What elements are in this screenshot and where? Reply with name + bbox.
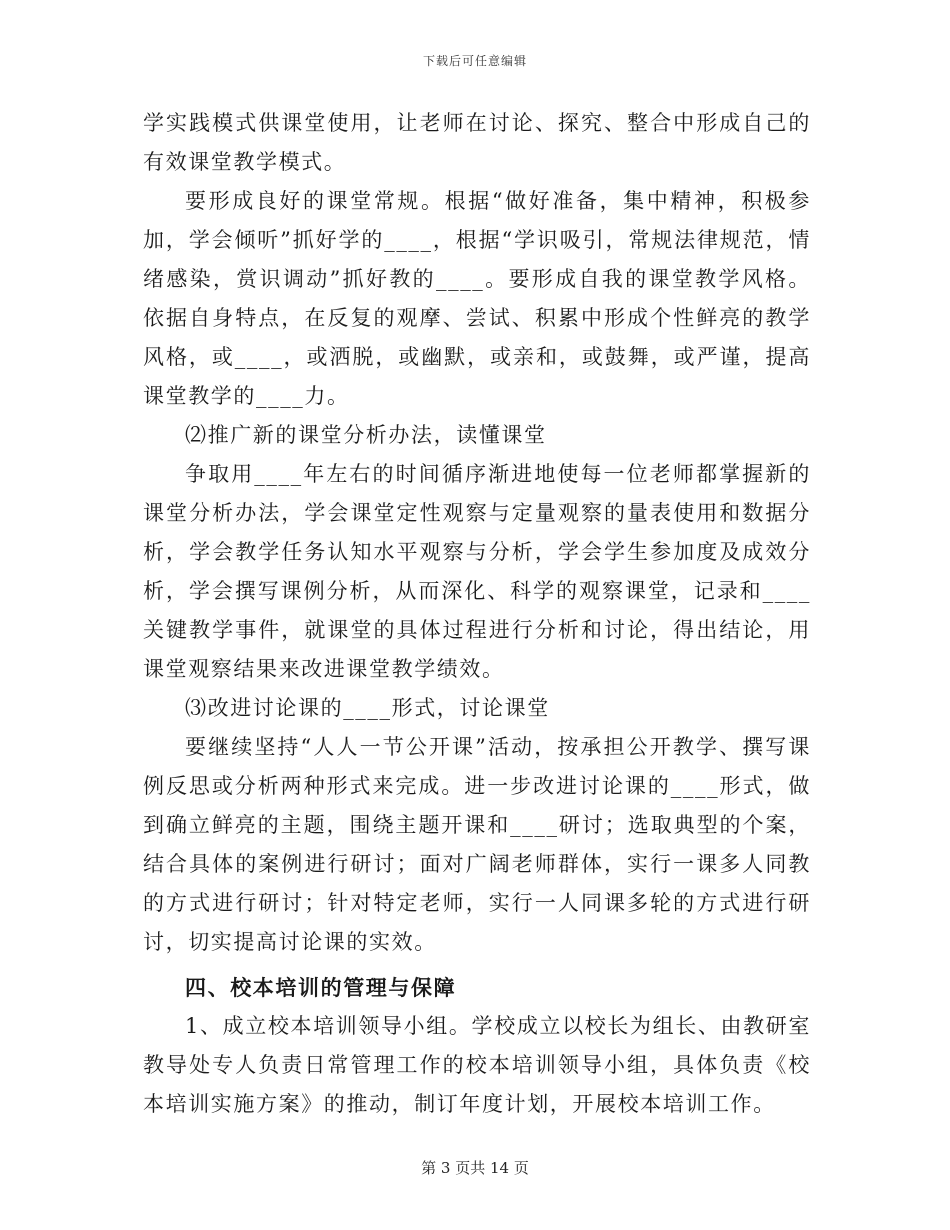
page-header: 下载后可任意编辑	[422, 54, 527, 68]
paragraph-leadership-group: 1、成立校本培训领导小组。学校成立以校长为组长、由教研室教导处专人负责日常管理工作的校本培训领导小组，具体负责《校本培训实施方案》的推动，制订年度计划，开展校本培训工作。	[143, 1014, 811, 1116]
paragraph-classroom-analysis: 争取用____年左右的时间循序渐进地使每一位老师都掌握新的课堂分析办法，学会课堂定性观察与定量观察的量表使用和数据分析，学会教学任务认知水平观察与分析，学会学生参加度及成效分析，学会撰写课例分析，从而深化、科学的观察课堂，记录和____关键教学事件，就课堂的具体过程进行分析和讨论，得出结论，用课堂观察结果来改进课堂教学绩效。	[143, 462, 811, 681]
subheading-classroom-analysis: ⑵推广新的课堂分析办法，读懂课堂	[185, 423, 547, 447]
paragraph-continuation: 学实践模式供课堂使用，让老师在讨论、探究、整合中形成自己的有效课堂教学模式。	[143, 111, 811, 174]
subheading-discussion-class: ⑶改进讨论课的____形式，讨论课堂	[185, 696, 550, 720]
paragraph-classroom-routine: 要形成良好的课堂常规。根据“做好准备，集中精神，积极参加，学会倾听”抓好学的____，根据“学识吸引，常规法律规范，情绪感染，赏识调动”抓好教的____。要形成自我的课堂教学风格。依据自身特点，在反复的观摩、尝试、积累中形成个性鲜亮的教学风格，或____，或洒脱，或幽默，或亲和，或鼓舞，或严谨，提高课堂教学的____力。	[143, 189, 811, 408]
section-heading-management: 四、校本培训的管理与保障	[185, 975, 457, 1000]
paragraph-discussion-class: 要继续坚持“人人一节公开课”活动，按承担公开教学、撰写课例反思或分析两种形式来完成。进一步改进讨论课的____形式，做到确立鲜亮的主题，围绕主题开课和____研讨；选取典型的个案，结合具体的案例进行研讨；面对广阔老师群体，实行一课多人同教的方式进行研讨；针对特定老师，实行一人同课多轮的方式进行研讨，切实提高讨论课的实效。	[143, 735, 811, 954]
page-number-footer: 第 3 页共 14 页	[421, 1159, 529, 1177]
document-body	[143, 104, 811, 1124]
